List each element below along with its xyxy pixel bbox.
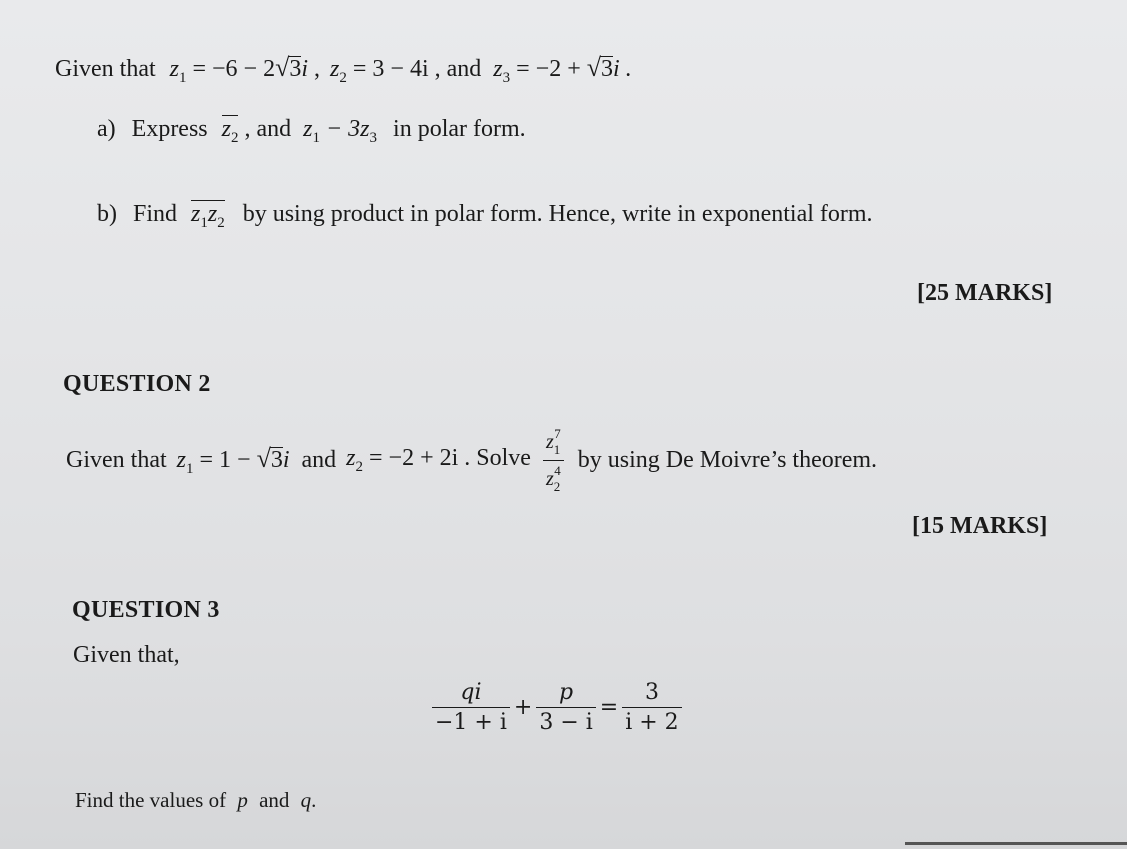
sub1: 1 — [200, 215, 208, 231]
given-text: Given that — [66, 447, 167, 473]
term1 — [432, 680, 510, 735]
part-b-prefix: Find — [133, 201, 178, 227]
z2-conjugate — [222, 115, 239, 147]
var-p: p — [237, 788, 248, 812]
den-sub: 2 — [553, 479, 561, 494]
q3-find-line — [75, 788, 316, 813]
q1-part-a — [97, 115, 526, 147]
z1-sub: 1 — [185, 460, 194, 477]
z1-imag: i — [301, 56, 309, 82]
part-b-suffix: by using product in polar form. Hence, write in exponential form. — [242, 201, 873, 227]
part-a-mid: , and — [238, 116, 292, 142]
expr-z1: z — [303, 116, 313, 142]
z2-var: z — [346, 445, 356, 471]
z1-var: z — [169, 56, 179, 82]
z1-sub: 1 — [178, 70, 187, 86]
term2 — [536, 680, 595, 735]
var-q: q — [300, 788, 312, 812]
sqrt-sign: √ — [275, 53, 290, 82]
z2-rhs: = 3 − 4i — [346, 56, 429, 82]
q2-marks: [15 MARKS] — [912, 513, 1048, 539]
z1-rhs: = −6 − 2 — [186, 56, 276, 82]
z2-sub: 2 — [355, 459, 364, 475]
part-a-suffix: in polar form. — [393, 116, 526, 142]
find-prefix: Find the values of — [75, 788, 227, 812]
den-sup: 4 — [554, 463, 561, 478]
z1-root: 3 — [270, 446, 283, 473]
q2-fraction — [543, 426, 564, 495]
z1-rhs: = 1 − — [193, 446, 257, 473]
term3-den: i + 2 — [625, 710, 679, 735]
q3-equation — [432, 680, 682, 735]
var1: z — [191, 201, 201, 227]
conj-var: z — [221, 116, 231, 142]
z3-sub: 3 — [502, 70, 511, 86]
z1-var: z — [176, 446, 186, 473]
and-text: and — [301, 447, 337, 473]
term1-den: −1 + i — [435, 710, 507, 735]
z1z2-conjugate — [191, 200, 225, 232]
part-a-label: a) — [97, 116, 116, 142]
q2-heading: QUESTION 2 — [63, 371, 211, 397]
equals: = — [599, 695, 619, 720]
sub2: 2 — [217, 215, 225, 231]
num-sub: 1 — [553, 442, 561, 457]
z3-imag: i . — [613, 56, 632, 82]
z2-var: z — [330, 56, 340, 82]
var2: z — [207, 201, 218, 227]
z2-rhs: = −2 + 2i . Solve — [363, 445, 531, 471]
term2-den: 3 − i — [539, 710, 593, 735]
num-var: z — [545, 431, 554, 453]
term3 — [622, 680, 681, 735]
expr-z1-sub: 1 — [312, 130, 320, 146]
part-a-prefix: Express — [131, 116, 208, 142]
num-sup: 7 — [554, 426, 561, 441]
conj-sub: 2 — [230, 130, 239, 146]
term2-num: p — [536, 680, 595, 708]
sqrt-sign: √ — [586, 53, 602, 82]
sep: , and — [428, 56, 482, 82]
q1-given-line — [55, 53, 632, 87]
sep: , — [308, 56, 321, 82]
z3-root: 3 — [601, 56, 614, 82]
z2-sub: 2 — [339, 70, 347, 86]
sqrt-sign: √ — [256, 443, 271, 473]
q3-given: Given that, — [73, 642, 180, 668]
q2-suffix: by using De Moivre’s theorem. — [577, 447, 878, 473]
given-text: Given that — [55, 56, 156, 82]
z1-imag: i — [282, 446, 290, 473]
z3-var: z — [493, 56, 503, 82]
and-text: and — [259, 788, 290, 812]
term3-num: 3 — [622, 680, 681, 708]
expr-z3-sub: 3 — [369, 130, 378, 146]
part-b-label: b) — [97, 201, 117, 227]
plus: + — [513, 695, 533, 720]
period: . — [311, 788, 317, 812]
den-var: z — [545, 468, 554, 490]
q3-heading: QUESTION 3 — [72, 597, 220, 623]
z3-rhs: = −2 + — [510, 56, 587, 82]
z1-root: 3 — [289, 56, 302, 82]
q1-marks: [25 MARKS] — [917, 280, 1053, 306]
expr-mid: − 3z — [319, 116, 370, 142]
q2-line — [66, 426, 877, 495]
term1-num: qi — [432, 680, 510, 708]
q1-part-b — [97, 200, 873, 232]
page-edge-line — [905, 842, 1127, 845]
